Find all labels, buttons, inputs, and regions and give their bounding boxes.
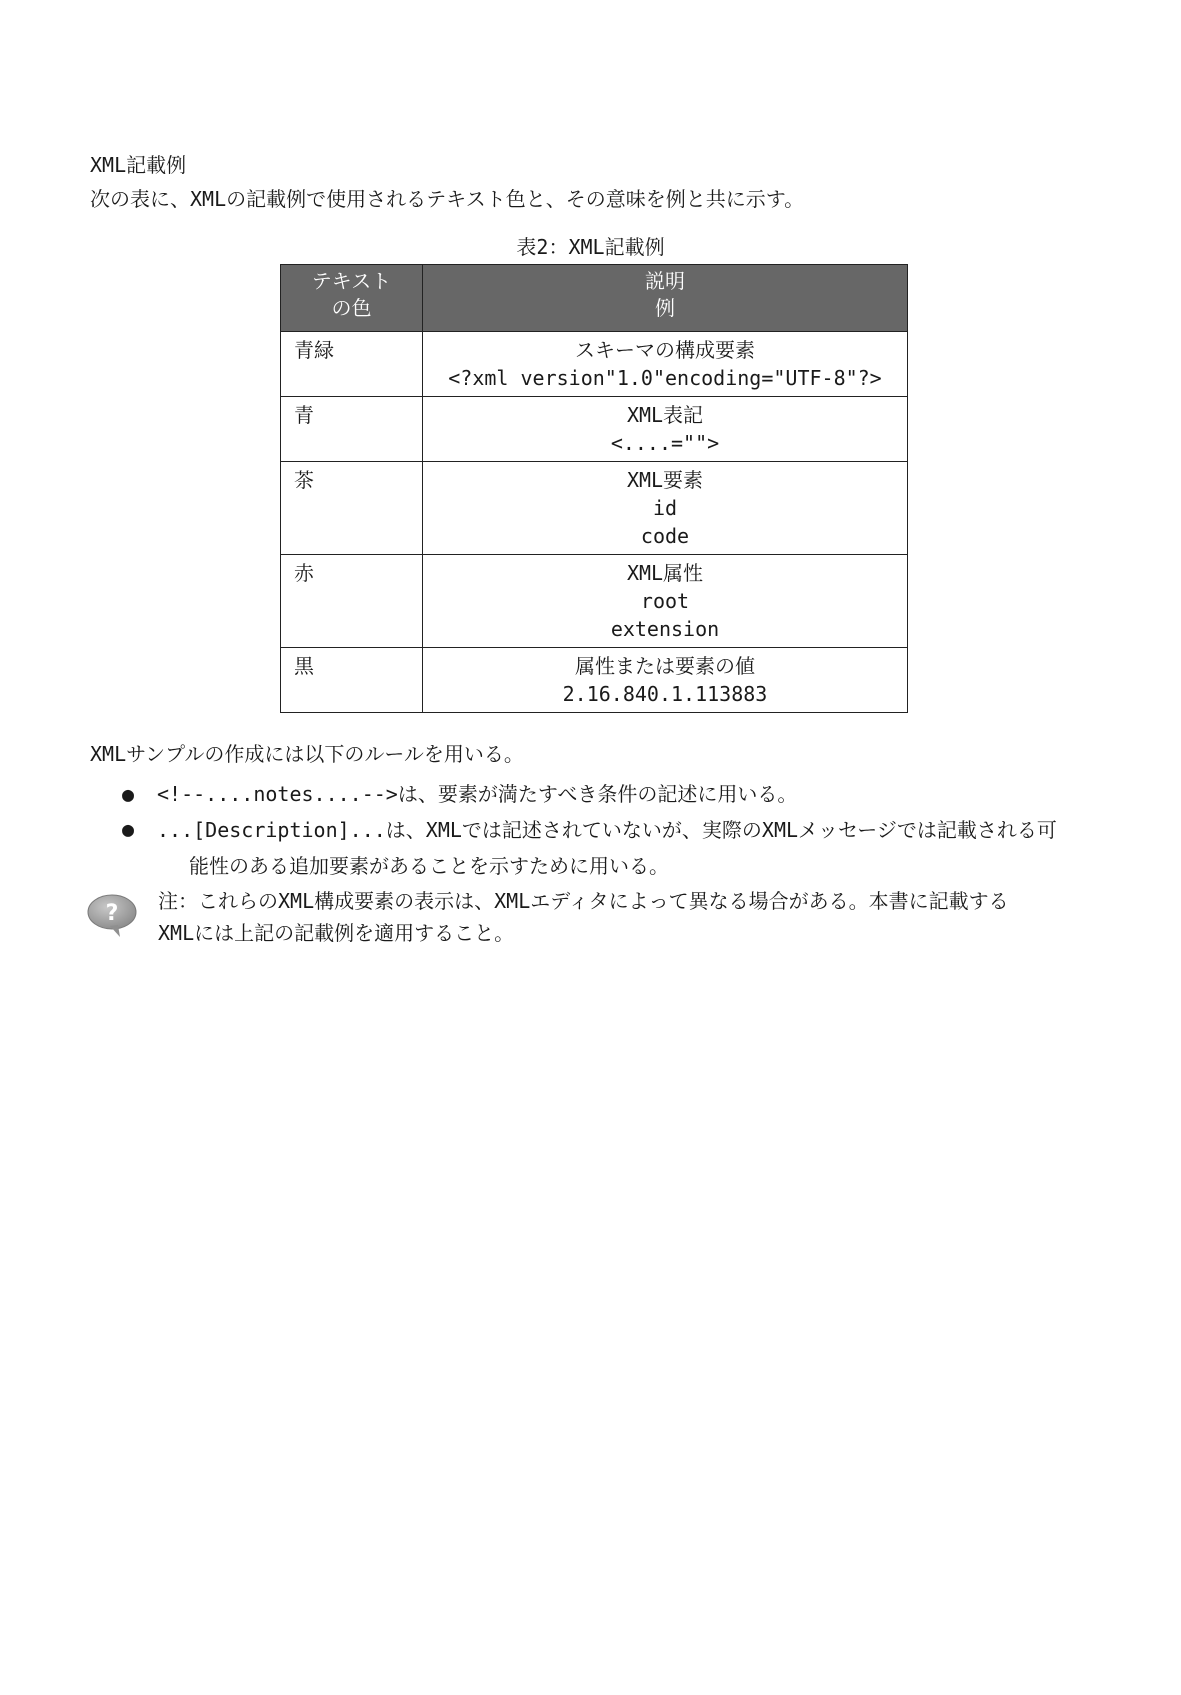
note-text <box>158 885 1009 949</box>
cell-line: id <box>652 496 678 520</box>
cell-line: <?xml version"1.0"encoding="UTF-8"?> <box>448 366 882 390</box>
header-line: の色 <box>331 296 372 320</box>
intro-paragraph: 次の表に、XMLの記載例で使用されるテキスト色と、その意味を例と共に示す。 <box>90 187 805 211</box>
svg-text:?: ? <box>105 901 119 926</box>
header-line: テキスト <box>311 269 392 293</box>
header-line: 例 <box>655 296 675 320</box>
color-cell: 赤 <box>281 555 423 648</box>
cell-line: XML表記 <box>626 403 704 427</box>
header-line: 説明 <box>645 269 685 293</box>
header-description <box>423 265 908 332</box>
rule-item <box>157 812 1057 884</box>
rule-item <box>157 776 797 812</box>
cell-line: XML属性 <box>626 561 704 585</box>
cell-line: 属性または要素の値 <box>575 654 755 678</box>
description-cell <box>423 555 908 648</box>
rules-intro: XMLサンプルの作成には以下のルールを用いる。 <box>90 742 524 766</box>
table-row <box>281 555 908 648</box>
table-header-row <box>281 265 908 332</box>
cell-line: スキーマの構成要素 <box>575 338 755 362</box>
bullet-marker: ● <box>122 782 135 806</box>
rule-line: <!--....notes....-->は、要素が満たすべき条件の記述に用いる。 <box>157 782 798 806</box>
cell-line: XML要素 <box>626 468 704 492</box>
cell-line: <....=""> <box>610 431 720 455</box>
description-cell <box>423 648 908 713</box>
color-cell: 青 <box>281 397 423 462</box>
note-line: 注：これらのXML構成要素の表示は、XMLエディタによって異なる場合がある。本書に記載する <box>158 889 1009 913</box>
xml-notation-table <box>280 264 908 713</box>
rule-line: 能性のある追加要素があることを示すために用いる。 <box>189 854 669 878</box>
cell-line: 2.16.840.1.113883 <box>562 682 768 706</box>
description-cell <box>423 332 908 397</box>
rule-line: ...[Description]...は、XMLでは記述されていないが、実際のXMLメッセージでは記載される可 <box>157 818 1057 842</box>
cell-line: root <box>640 589 690 613</box>
header-text-color <box>281 265 423 332</box>
cell-line: code <box>640 524 690 548</box>
color-cell: 黒 <box>281 648 423 713</box>
note-line: XMLには上記の記載例を適用すること。 <box>158 921 515 945</box>
description-cell <box>423 397 908 462</box>
color-cell: 青緑 <box>281 332 423 397</box>
table-row <box>281 648 908 713</box>
description-cell <box>423 462 908 555</box>
color-cell: 茶 <box>281 462 423 555</box>
table-row <box>281 332 908 397</box>
bullet-marker: ● <box>122 817 135 841</box>
cell-line: extension <box>610 617 720 641</box>
section-heading: XML記載例 <box>90 153 187 177</box>
table-row <box>281 397 908 462</box>
question-bubble-icon <box>86 893 138 939</box>
table-row <box>281 462 908 555</box>
table-caption: 表2：XML記載例 <box>516 235 665 259</box>
